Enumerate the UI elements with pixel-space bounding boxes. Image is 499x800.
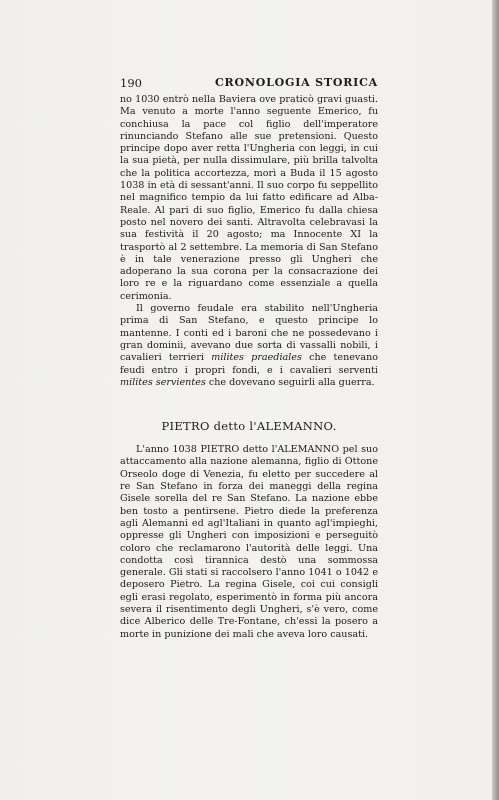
section-title: PIETRO detto l'ALEMANNO. xyxy=(161,419,337,434)
latin-term: milites servientes xyxy=(120,376,206,388)
paragraph-text: Il governo feudale era stabilito nell'Ungheria prima di San Stefano, e questo principe lo mantenne. I conti ed i baroni che ne possedevano i gran dominii, avevano due sorta di vassalli nobili, i cavalieri terrieri xyxy=(120,303,378,364)
text-column xyxy=(120,94,378,641)
paragraph-pietro: L'anno 1038 PIETRO detto l'ALEMANNO pel suo attaccamento alla nazione alemanna, figlio di Ottone Orseolo doge di Venezia, fu eletto per succedere al re San Stefano in forza dei maneggi della regina Gisele sorella del re San Stefano. La nazione ebbe ben tosto a pentirsene. Pietro diede la preferenza agli Alemanni ed agl'Italiani in quanto agl'impieghi, oppresse gli Ungheri con imposizioni e perseguitò coloro che reclamarono l'autorità delle leggi. Una condotta così tirannica destò una sommossa generale. Gli stati si raccolsero l'anno 1041 o 1042 e deposero Pietro. La regina Gisele, coi cui consigli egli erasi regolato, esperimentò in forma più ancora severa il risentimento degli Ungheri, s'è vero, come dice Alberico delle Tre-Fontane, ch'essi la posero a morte in punizione dei mali che aveva loro causati. xyxy=(120,444,378,640)
running-head: CRONOLOGIA STORICA xyxy=(214,76,378,89)
paragraph-text: che dovevano seguirli alla guerra. xyxy=(205,376,375,388)
page-number: 190 xyxy=(120,76,142,90)
paragraph-stefano-death: no 1030 entrò nella Baviera ove praticò gravi guasti. Ma venuto a morte l'anno seguente Emerico, fu conchiusa la pace col figlio dell'imperatore rinunciando Stefano alle sue pretensioni. Questo principe dopo aver retta l'Ungheria con leggi, in cui la sua pietà, per nulla dissimulare, più brilla talvolta che la politica accortezza, morì a Buda il 15 agosto 1038 in età di sessant'anni. Il suo corpo fu seppellito nel magnifico tempio da lui fatto edificare ad Alba-Reale. Al pari di suo figlio, Emerico fu dalla chiesa posto nel novero dei santi. Altravolta celebravasi la sua festività il 20 agosto; ma Innocente XI la trasportò al 2 settembre. La memoria di San Stefano è in tale venerazione presso gli Ungheri che adoperano la sua corona per la consacrazione dei loro re e la riguardano come essenziale a quella cerimonia. xyxy=(120,94,378,302)
paragraph-feudal-government xyxy=(120,303,378,389)
latin-term: milites praediales xyxy=(211,352,302,364)
paragraph-text: che tenevano feudi entro i propri fondi, e i cavalieri serventi xyxy=(120,352,379,376)
book-spine-edge xyxy=(492,0,499,800)
